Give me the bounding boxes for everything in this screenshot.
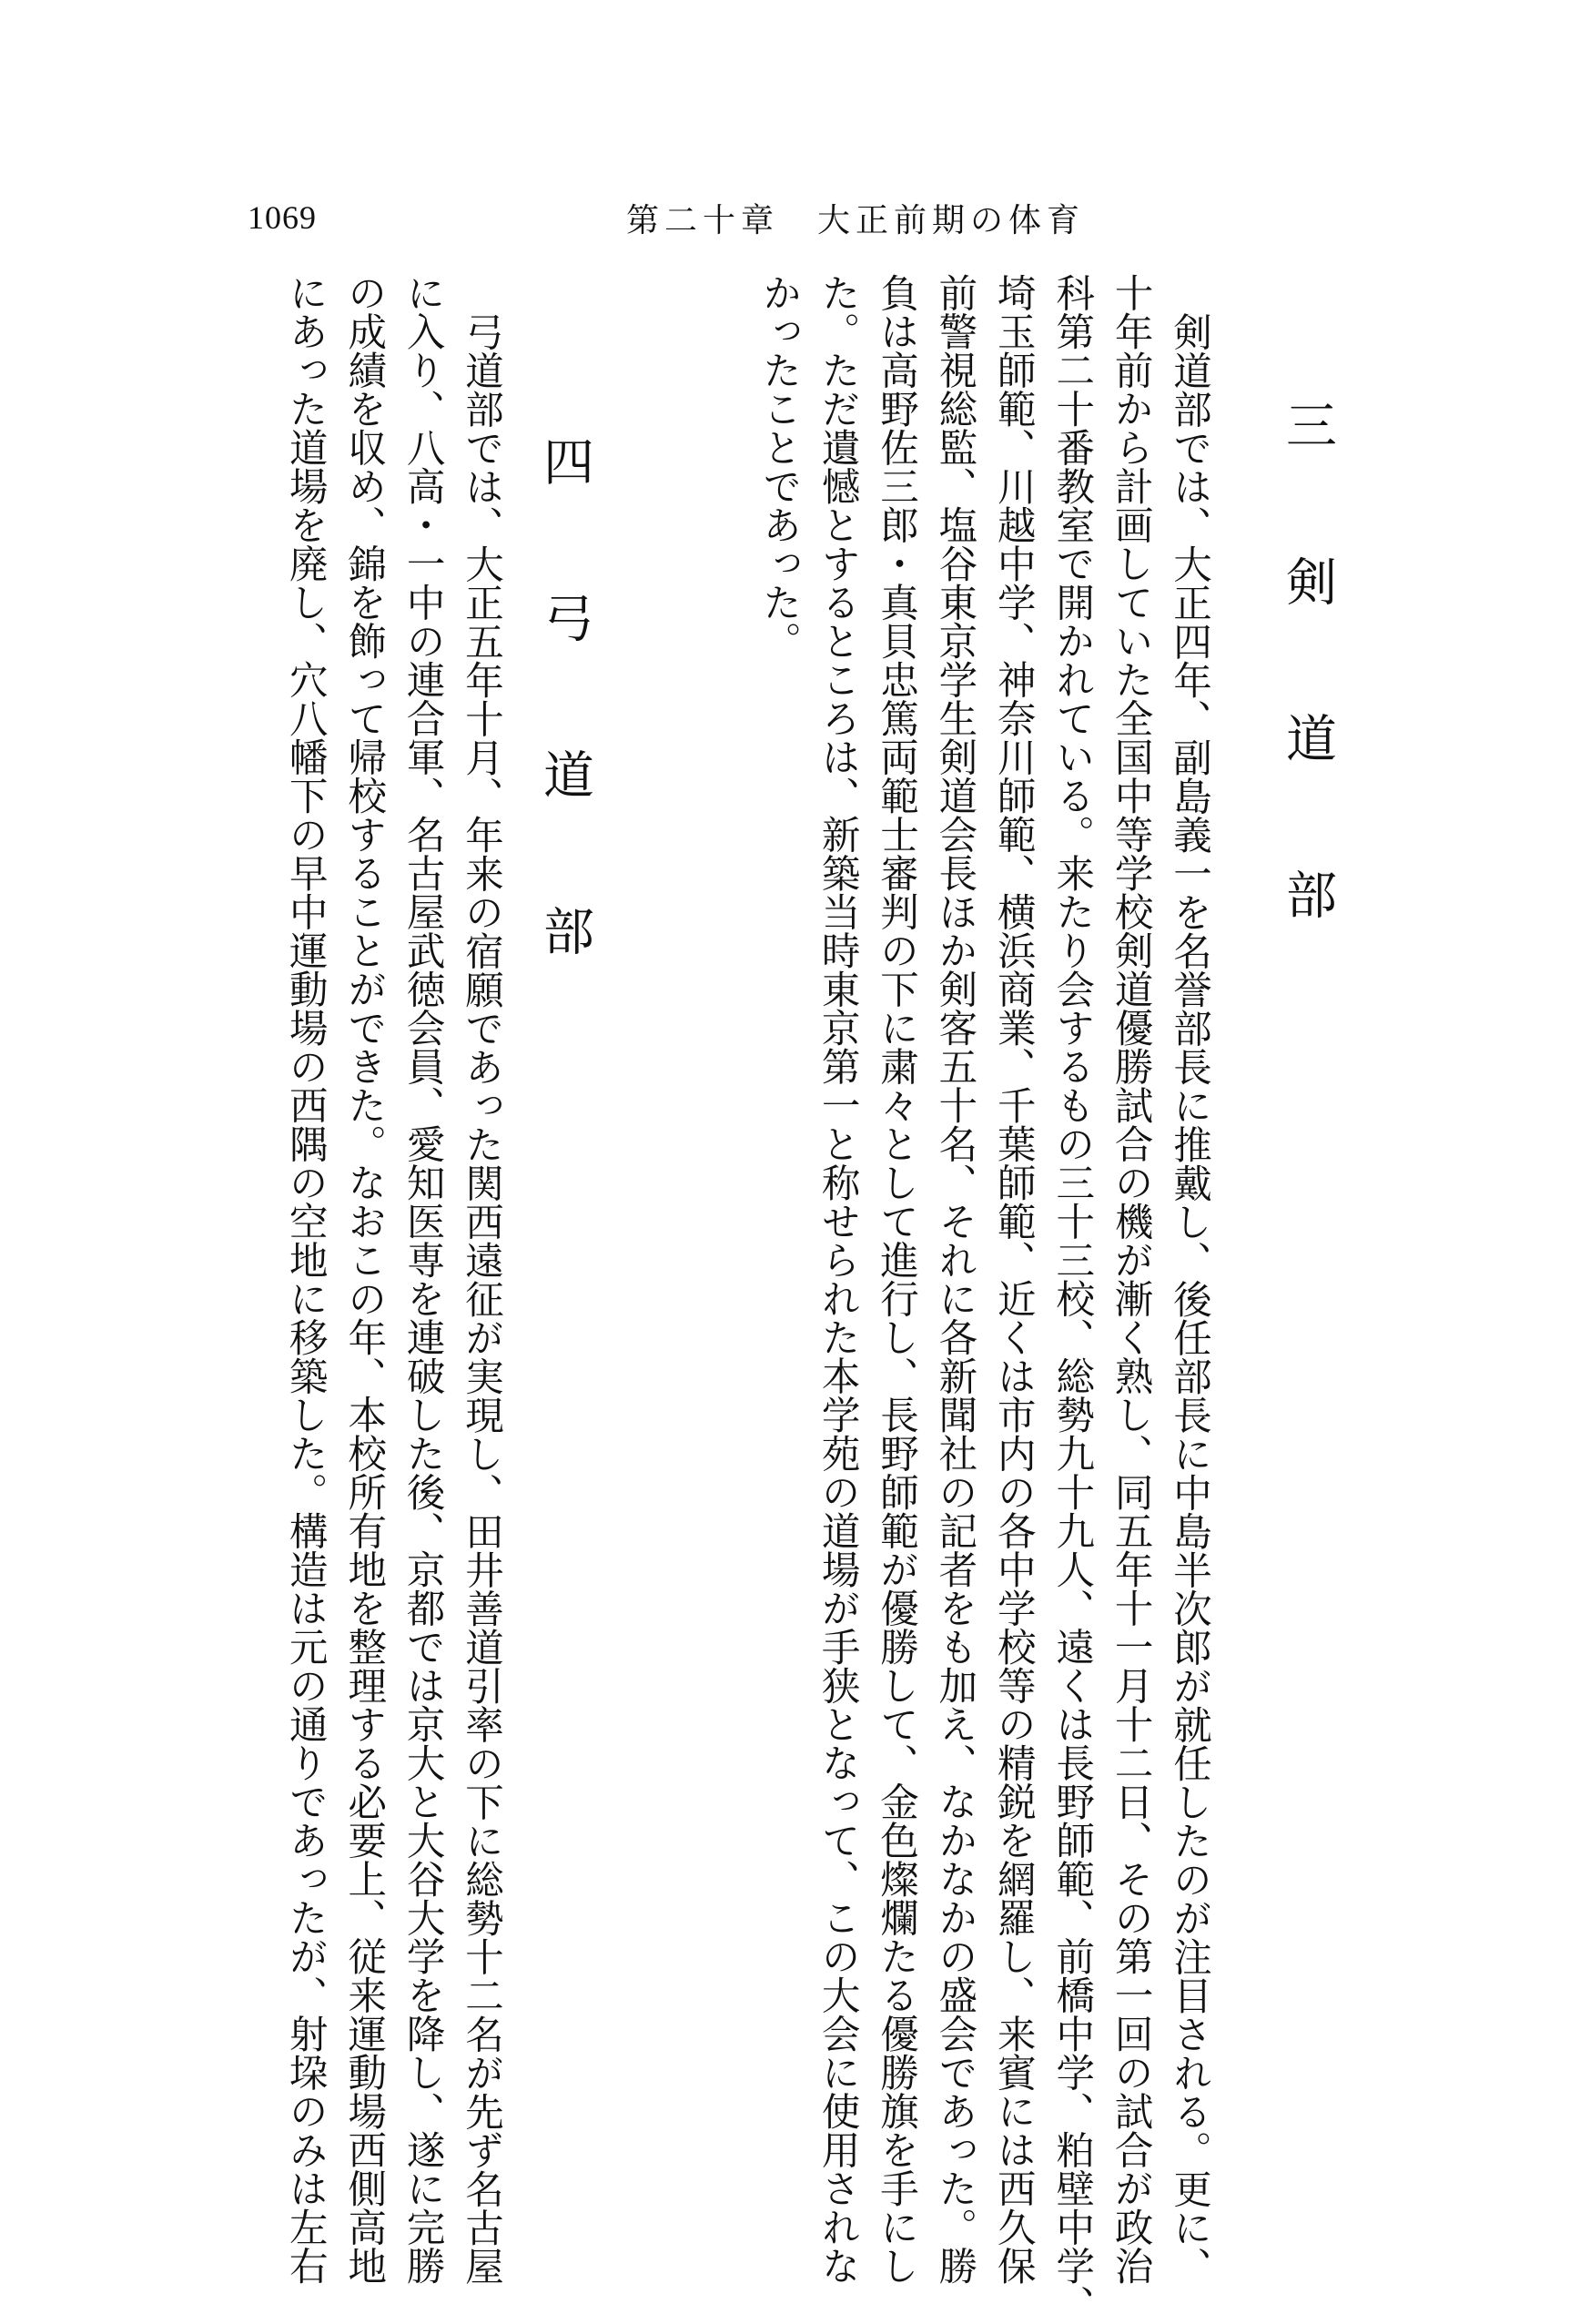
text-column: 前警視総監、塩谷東京学生剣道会長ほか剣客五十名、それに各新聞社の記者をも加え、なかなかの盛会であった。勝: [932, 273, 977, 2285]
running-head: 第二十章 大正前期の体育: [626, 202, 1086, 239]
text-column: の成績を収め、錦を飾って帰校することができた。なおこの年、本校所有地を整理する必要上、従来運動場西側高地: [341, 273, 387, 2285]
text-column: 負は高野佐三郎・真貝忠篤両範士審判の下に粛々として進行し、長野師範が優勝して、金色燦爛たる優勝旗を手にし: [873, 273, 918, 2285]
text-column: 弓道部では、大正五年十月、年来の宿願であった関西遠征が実現し、田井善道引率の下に総勢十二名が先ず名古屋: [459, 312, 503, 2286]
section-body-kyudo: [217, 273, 510, 2286]
text-column: 十年前から計画していた全国中等学校剣道優勝試合の機が漸く熟し、同五年十一月十二日、その第一回の試合が政治: [1108, 273, 1153, 2285]
text-column: た。ただ遺憾とするところは、新築当時東京第一と称せられた本学苑の道場が手狭となって、この大会に使用されな: [815, 273, 860, 2285]
text-column: 剣道部では、大正四年、副島義一を名誉部長に推戴し、後任部長に中島半次郎が就任したのが注目される。更に、: [1167, 312, 1211, 2286]
text-column: にあった道場を廃し、穴八幡下の早中運動場の西隅の空地に移築した。構造は元の通りであったが、射垜のみは左右: [282, 273, 328, 2285]
text-column: かったことであった。: [756, 273, 802, 660]
page-number: 1069: [248, 199, 317, 236]
section-heading-kyudo: 四 弓 道 部: [535, 435, 594, 983]
section-heading-kendo: 三 剣 道 部: [1278, 399, 1337, 947]
text-column: に入り、八高・一中の連合軍、名古屋武徳会員、愛知医専を連破した後、京都では京大と大谷大学を降し、遂に完勝: [400, 273, 445, 2285]
text-column: 科第二十番教室で開かれている。来たり会するもの三十三校、総勢九十九人、遠くは長野師範、前橋中学、粕壁中学、: [1049, 273, 1095, 2324]
text-column: 埼玉師範、川越中学、神奈川師範、横浜商業、千葉師範、近くは市内の各中学校等の精鋭を網羅し、来賓には西久保: [990, 273, 1036, 2285]
section-body-kendo: [690, 273, 1218, 2324]
